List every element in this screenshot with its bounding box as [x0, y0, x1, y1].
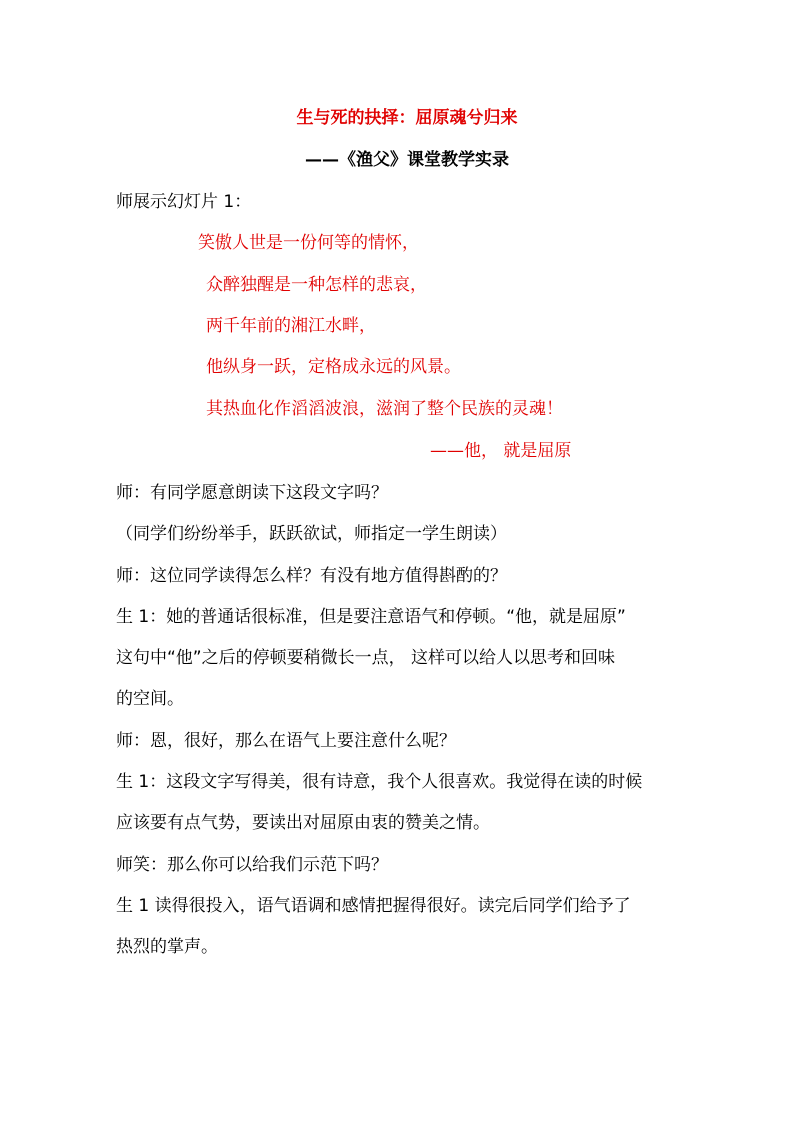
poem-line: 众醉独醒是一种怎样的悲哀，: [206, 275, 427, 295]
poem-line: 他纵身一跃，定格成永远的风景。: [206, 357, 461, 377]
poem-line: 笑傲人世是一份何等的情怀，: [198, 233, 419, 253]
dialogue-line: 生 1：这段文字写得美，很有诗意，我个人很喜欢。我觉得在读的时候: [116, 772, 643, 792]
dialogue-line: 热烈的掌声。: [116, 937, 218, 957]
dialogue-line: 师：有同学愿意朗读下这段文字吗？: [116, 483, 388, 503]
poem-signature: ——他， 就是屈原: [430, 441, 572, 461]
document-subtitle: ——《渔父》课堂教学实录: [305, 150, 509, 170]
poem-line: 两千年前的湘江水畔，: [206, 316, 376, 336]
dialogue-line: （同学们纷纷举手，跃跃欲试，师指定一学生朗读）: [116, 524, 507, 544]
dialogue-line: 这句中“他”之后的停顿要稍微长一点， 这样可以给人以思考和回味: [116, 648, 616, 668]
dialogue-line: 师：这位同学读得怎么样？有没有地方值得斟酌的？: [116, 566, 507, 586]
intro-line: 师展示幻灯片 1：: [116, 192, 252, 212]
dialogue-line: 师笑：那么你可以给我们示范下吗？: [116, 855, 388, 875]
dialogue-line: 师：恩，很好，那么在语气上要注意什么呢？: [116, 731, 456, 751]
dialogue-line: 生 1：她的普通话很标准，但是要注意语气和停顿。“他，就是屈原”: [116, 607, 626, 627]
document-title: 生与死的抉择：屈原魂兮归来: [296, 108, 518, 128]
dialogue-line: 应该要有点气势，要读出对屈原由衷的赞美之情。: [116, 813, 490, 833]
poem-line: 其热血化作滔滔波浪，滋润了整个民族的灵魂！: [206, 399, 563, 419]
dialogue-line: 的空间。: [116, 689, 184, 709]
dialogue-line: 生 1 读得很投入，语气语调和感情把握得很好。读完后同学们给予了: [116, 896, 631, 916]
